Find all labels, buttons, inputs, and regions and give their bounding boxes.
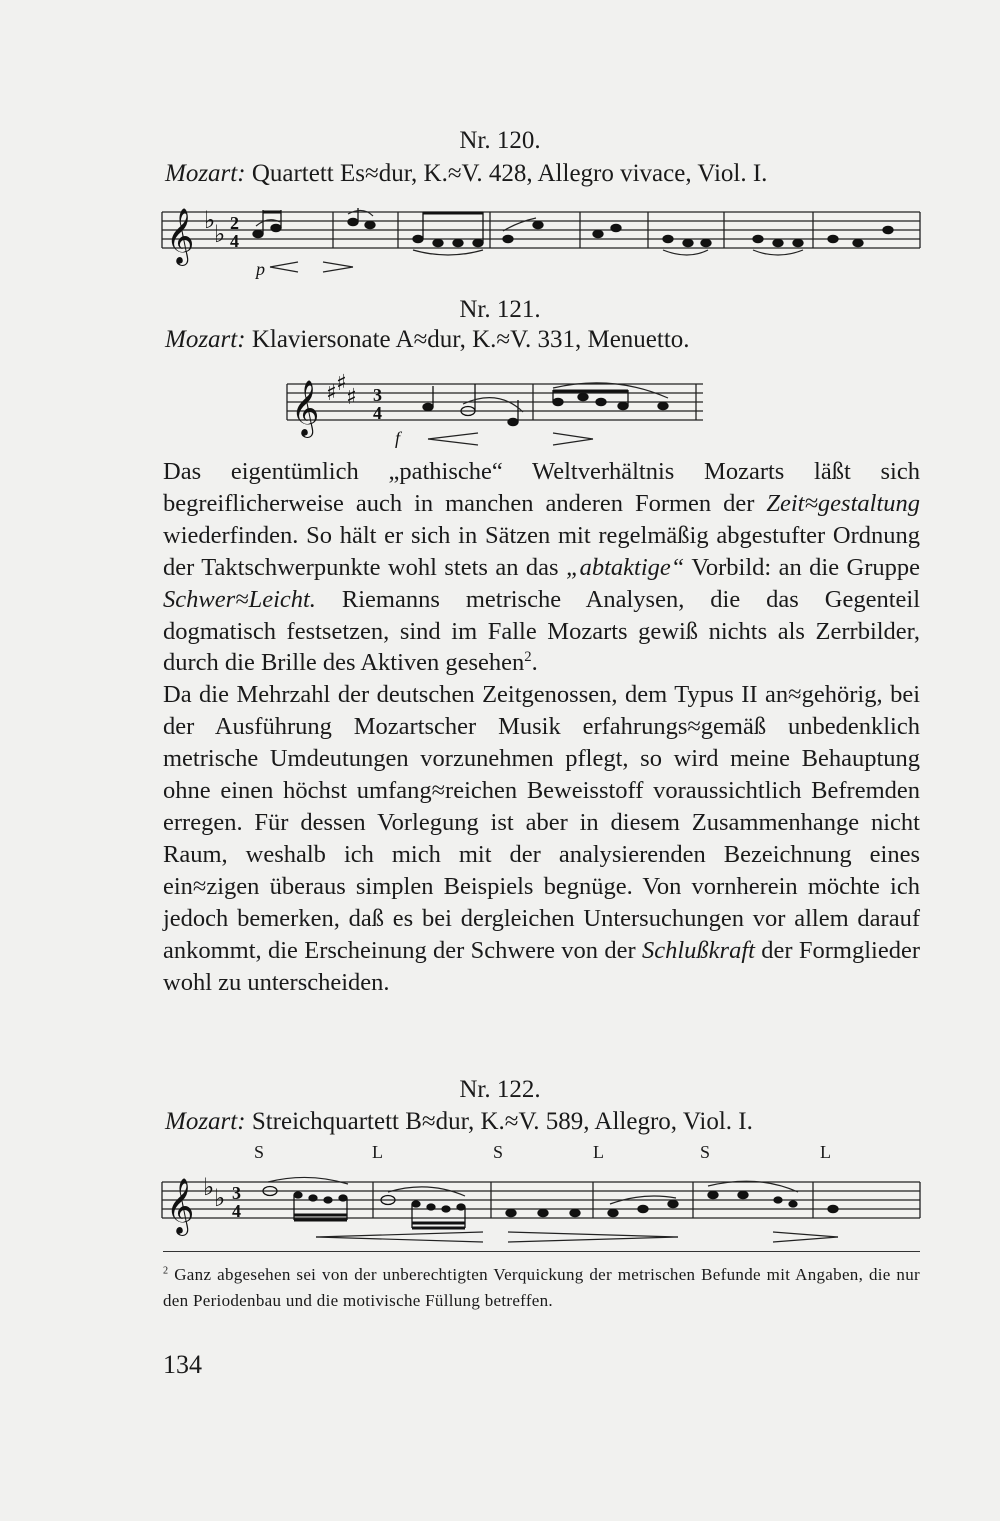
svg-text:𝄞: 𝄞	[166, 208, 195, 264]
metric-label: S	[254, 1142, 265, 1162]
emphasis: Schwer≈Leicht.	[163, 585, 316, 613]
metric-labels	[0, 1142, 1000, 1166]
text-run: Das eigentümlich „pathische“ Weltverhältnis Mozarts läßt sich begreiflicherweise auch in manchen anderen Formen der	[163, 458, 920, 517]
svg-text:4: 4	[230, 231, 239, 251]
svg-text:♯: ♯	[326, 381, 337, 406]
metric-label: S	[700, 1142, 711, 1162]
example-number-120: Nr. 120.	[459, 127, 541, 154]
text-run: wiederfinden. So hält er sich in Sätzen mit regelmäßig abgestufter Ordnung der Taktschwerpunkte wohl stets an das	[163, 521, 920, 581]
text-run: Vorbild: an die Gruppe	[684, 553, 921, 581]
dynamic-marking: p	[256, 259, 265, 279]
text-run: Riemanns metrische Analysen, die das Gegenteil dogmatisch festsetzen, sind im Falle Mozarts gewiß nichts als Zerrbilder, durch die Brille des Aktiven gesehen	[163, 585, 920, 677]
emphasis: „abtaktige“	[565, 553, 685, 581]
svg-text:♭: ♭	[203, 1173, 215, 1201]
paragraph-2	[163, 679, 920, 998]
svg-text:4: 4	[373, 403, 382, 423]
composer: Mozart:	[165, 1108, 246, 1135]
svg-text:♭: ♭	[204, 206, 216, 234]
svg-text:♭: ♭	[214, 1184, 226, 1212]
svg-text:2: 2	[230, 213, 239, 233]
paragraph-1	[163, 456, 920, 679]
footnote	[163, 1262, 920, 1314]
metric-label: L	[593, 1142, 604, 1162]
work-title: Streichquartett B≈dur, K.≈V. 589, Allegro, Viol. I.	[251, 1108, 753, 1135]
work-title: Quartett Es≈dur, K.≈V. 428, Allegro vivace, Viol. I.	[251, 160, 768, 187]
metric-label: L	[820, 1142, 831, 1162]
example-number-121: Nr. 121.	[459, 296, 541, 323]
body-text	[163, 456, 920, 998]
footnote-reference[interactable]: 2	[524, 649, 532, 666]
page-number: 134	[163, 1350, 202, 1379]
music-staff-120	[158, 200, 923, 290]
metric-label: S	[493, 1142, 504, 1162]
example-title-122	[165, 1108, 925, 1136]
dynamic-marking: f	[395, 428, 401, 448]
music-staff-121	[283, 360, 703, 450]
footnote-marker: 2	[163, 1265, 169, 1277]
emphasis: Schlußkraft	[641, 936, 755, 964]
svg-text:♭: ♭	[214, 220, 226, 248]
work-title: Klaviersonate A≈dur, K.≈V. 331, Menuetto.	[251, 326, 690, 353]
svg-text:3: 3	[232, 1183, 241, 1203]
music-staff-122	[158, 1170, 923, 1250]
example-number-122: Nr. 122.	[459, 1076, 541, 1103]
svg-text:♯: ♯	[336, 371, 347, 396]
footnote-rule	[163, 1251, 920, 1252]
metric-label: L	[372, 1142, 383, 1162]
svg-text:4: 4	[232, 1201, 241, 1221]
svg-text:𝄞: 𝄞	[166, 1178, 195, 1234]
text-run: .	[531, 649, 538, 677]
example-title-120	[165, 160, 925, 188]
text-run: Da die Mehrzahl der deutschen Zeitgenossen, dem Typus II an≈gehörig, bei der Ausführung Mozartscher Musik erfahrungs≈gemäß unbedenklich metrische Umdeutungen vorzunehmen pflegt, so wird meine Behauptung ohne einen höchst umfang≈reichen Beweisstoff voraussichtlich Befremden erregen. Für dessen Vorlegung ist aber in diesem Zusammenhange nicht Raum, weshalb ich mich mit der analysierenden Bezeichnung eines ein≈zigen überaus simplen Beispiels begnüge. Von vornherein möchte ich jedoch bemerken, daß es bei dergleichen Untersuchungen vor allem darauf ankommt, die Erscheinung der Schwere von der	[163, 681, 920, 964]
example-title-121	[165, 326, 925, 354]
svg-text:3: 3	[373, 385, 382, 405]
composer: Mozart:	[165, 326, 246, 353]
footnote-text: Ganz abgesehen sei von der unberechtigten Verquickung der metrischen Befunde mit Angaben, die nur den Periodenbau und die motivische Füllung betreffen.	[163, 1265, 920, 1310]
emphasis: Zeit≈gestaltung	[766, 489, 920, 517]
composer: Mozart:	[165, 160, 246, 187]
text-run: der Formglieder wohl zu unterscheiden.	[163, 936, 920, 996]
svg-text:♯: ♯	[346, 385, 357, 410]
svg-text:𝄞: 𝄞	[291, 380, 320, 436]
